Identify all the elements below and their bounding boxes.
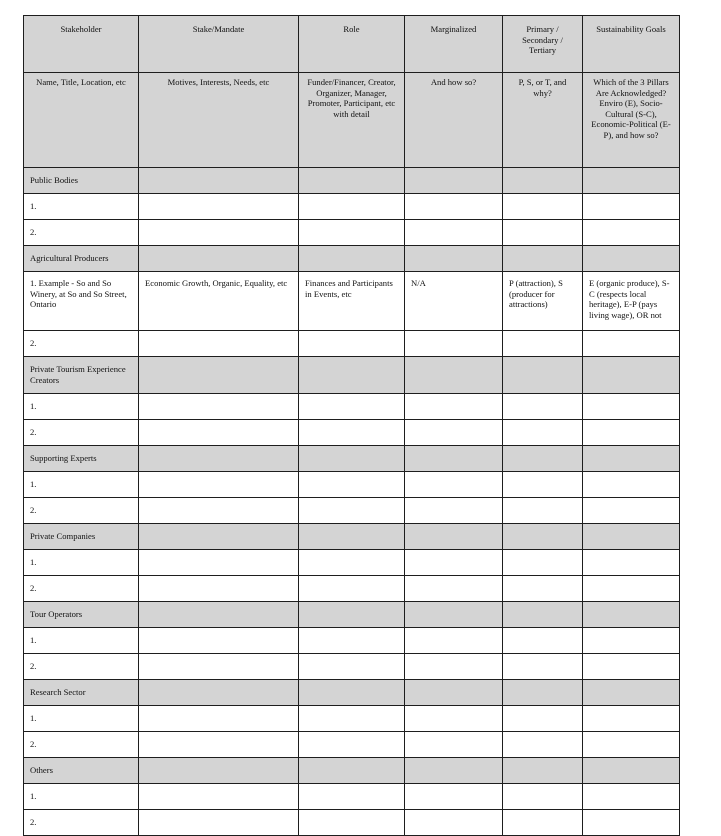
stakeholder-table — [23, 15, 680, 836]
row-label: 1. — [24, 628, 139, 654]
category-tour-operators: Tour Operators — [24, 602, 139, 628]
example-row — [24, 272, 680, 331]
table-row — [24, 498, 680, 524]
table-row — [24, 394, 680, 420]
category-row — [24, 758, 680, 784]
header-tier: Primary / Secondary / Tertiary — [503, 16, 583, 73]
example-goals: E (organic produce), S-C (respects local heritage), E-P (pays living wage), OR not — [583, 272, 680, 331]
category-row — [24, 168, 680, 194]
example-stake: Economic Growth, Organic, Equality, etc — [139, 272, 299, 331]
subheader-tier: P, S, or T, and why? — [503, 73, 583, 168]
category-row — [24, 680, 680, 706]
table-row — [24, 220, 680, 246]
table-row — [24, 331, 680, 357]
subheader-stakeholder: Name, Title, Location, etc — [24, 73, 139, 168]
table-row — [24, 576, 680, 602]
row-label: 2. — [24, 498, 139, 524]
category-row — [24, 524, 680, 550]
subheader-row — [24, 73, 680, 168]
table-row — [24, 654, 680, 680]
table-row — [24, 628, 680, 654]
category-private-tourism: Private Tourism Experience Creators — [24, 357, 139, 394]
category-others: Others — [24, 758, 139, 784]
header-role: Role — [299, 16, 405, 73]
table-row — [24, 706, 680, 732]
table-row — [24, 420, 680, 446]
category-row — [24, 446, 680, 472]
category-row — [24, 246, 680, 272]
table-row — [24, 550, 680, 576]
row-label: 2. — [24, 654, 139, 680]
table-row — [24, 784, 680, 810]
row-label: 2. — [24, 732, 139, 758]
table-row — [24, 194, 680, 220]
category-row — [24, 357, 680, 394]
row-label: 1. — [24, 194, 139, 220]
table-row — [24, 732, 680, 758]
row-label: 2. — [24, 810, 139, 836]
row-label: 1. — [24, 550, 139, 576]
row-label: 2. — [24, 576, 139, 602]
category-research-sector: Research Sector — [24, 680, 139, 706]
row-label: 1. — [24, 394, 139, 420]
category-public-bodies: Public Bodies — [24, 168, 139, 194]
row-label: 1. — [24, 784, 139, 810]
header-stake-mandate: Stake/Mandate — [139, 16, 299, 73]
subheader-marginalized: And how so? — [405, 73, 503, 168]
header-marginalized: Marginalized — [405, 16, 503, 73]
subheader-stake-mandate: Motives, Interests, Needs, etc — [139, 73, 299, 168]
category-supporting-experts: Supporting Experts — [24, 446, 139, 472]
subheader-role: Funder/Financer, Creator, Organizer, Manager, Promoter, Participant, etc with detail — [299, 73, 405, 168]
example-role: Finances and Participants in Events, etc — [299, 272, 405, 331]
table-row — [24, 810, 680, 836]
header-row — [24, 16, 680, 73]
row-label: 2. — [24, 331, 139, 357]
subheader-sustainability-goals: Which of the 3 Pillars Are Acknowledged? Enviro (E), Socio-Cultural (S-C), Economic-Political (E-P), and how so? — [583, 73, 680, 168]
header-sustainability-goals: Sustainability Goals — [583, 16, 680, 73]
category-private-companies: Private Companies — [24, 524, 139, 550]
row-label: 2. — [24, 420, 139, 446]
category-row — [24, 602, 680, 628]
row-label: 1. — [24, 706, 139, 732]
row-label: 1. — [24, 472, 139, 498]
category-agricultural-producers: Agricultural Producers — [24, 246, 139, 272]
row-label: 2. — [24, 220, 139, 246]
header-stakeholder: Stakeholder — [24, 16, 139, 73]
example-tier: P (attraction), S (producer for attractions) — [503, 272, 583, 331]
table-row — [24, 472, 680, 498]
example-stakeholder: 1. Example - So and So Winery, at So and So Street, Ontario — [24, 272, 139, 331]
example-marginalized: N/A — [405, 272, 503, 331]
